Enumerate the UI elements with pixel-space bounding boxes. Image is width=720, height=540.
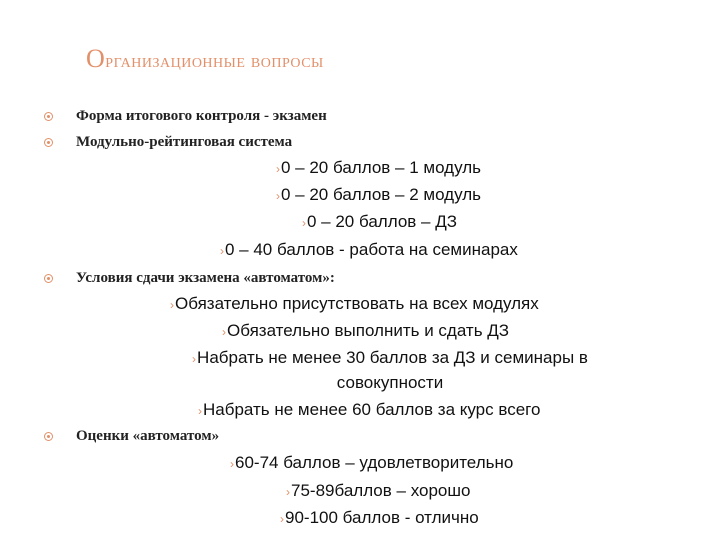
- grading-text: 0 – 20 баллов – 1 модуль: [281, 158, 481, 177]
- arrow-icon: ›: [220, 244, 224, 258]
- bullet-text: Оценки «автоматом»: [76, 428, 220, 444]
- grading-item: [276, 185, 481, 205]
- arrow-icon: ›: [192, 352, 197, 366]
- condition-item: [170, 294, 539, 314]
- condition-text: Набрать не менее 60 баллов за курс всего: [203, 400, 541, 419]
- grading-text: 0 – 20 баллов – ДЗ: [307, 212, 457, 231]
- bullet-circle-icon: [44, 112, 53, 121]
- arrow-icon: ›: [280, 512, 284, 526]
- bullet-text: Модульно-рейтинговая система: [76, 134, 293, 150]
- arrow-icon: ›: [222, 325, 226, 339]
- grade-text: 60-74 баллов – удовлетворительно: [235, 453, 514, 472]
- arrow-icon: ›: [276, 189, 280, 203]
- grading-item: [302, 212, 457, 232]
- bullet-circle-icon: [44, 432, 53, 441]
- condition-item: [198, 400, 540, 420]
- bullet-text: Форма итогового контроля - экзамен: [76, 108, 327, 124]
- grade-item: [286, 481, 470, 501]
- title-rest: рганизационные вопросы: [105, 50, 324, 72]
- arrow-icon: ›: [230, 457, 234, 471]
- condition-text: Обязательно присутствовать на всех модулях: [175, 294, 539, 313]
- condition-item: [222, 321, 509, 341]
- arrow-icon: ›: [302, 216, 306, 230]
- condition-item: [150, 346, 630, 395]
- condition-text: Обязательно выполнить и сдать ДЗ: [227, 321, 510, 340]
- grade-item: [230, 453, 513, 473]
- bullet-circle-icon: [44, 274, 53, 283]
- grading-item: [276, 158, 481, 178]
- grade-text: 90-100 баллов - отлично: [285, 508, 479, 527]
- bullet-text: Условия сдачи экзамена «автоматом»:: [76, 270, 335, 286]
- page-title: [86, 44, 324, 74]
- arrow-icon: ›: [286, 485, 290, 499]
- grading-text: 0 – 40 баллов - работа на семинарах: [225, 240, 518, 259]
- arrow-icon: ›: [198, 404, 202, 418]
- condition-text: Набрать не менее 30 баллов за ДЗ и семинары в совокупности: [197, 348, 588, 392]
- grade-text: 75-89баллов – хорошо: [291, 481, 471, 500]
- bullet-circle-icon: [44, 138, 53, 147]
- title-first-letter: О: [86, 44, 106, 73]
- arrow-icon: ›: [276, 162, 280, 176]
- grading-item: [220, 240, 518, 260]
- grading-text: 0 – 20 баллов – 2 модуль: [281, 185, 481, 204]
- grade-item: [280, 508, 479, 528]
- arrow-icon: ›: [170, 298, 174, 312]
